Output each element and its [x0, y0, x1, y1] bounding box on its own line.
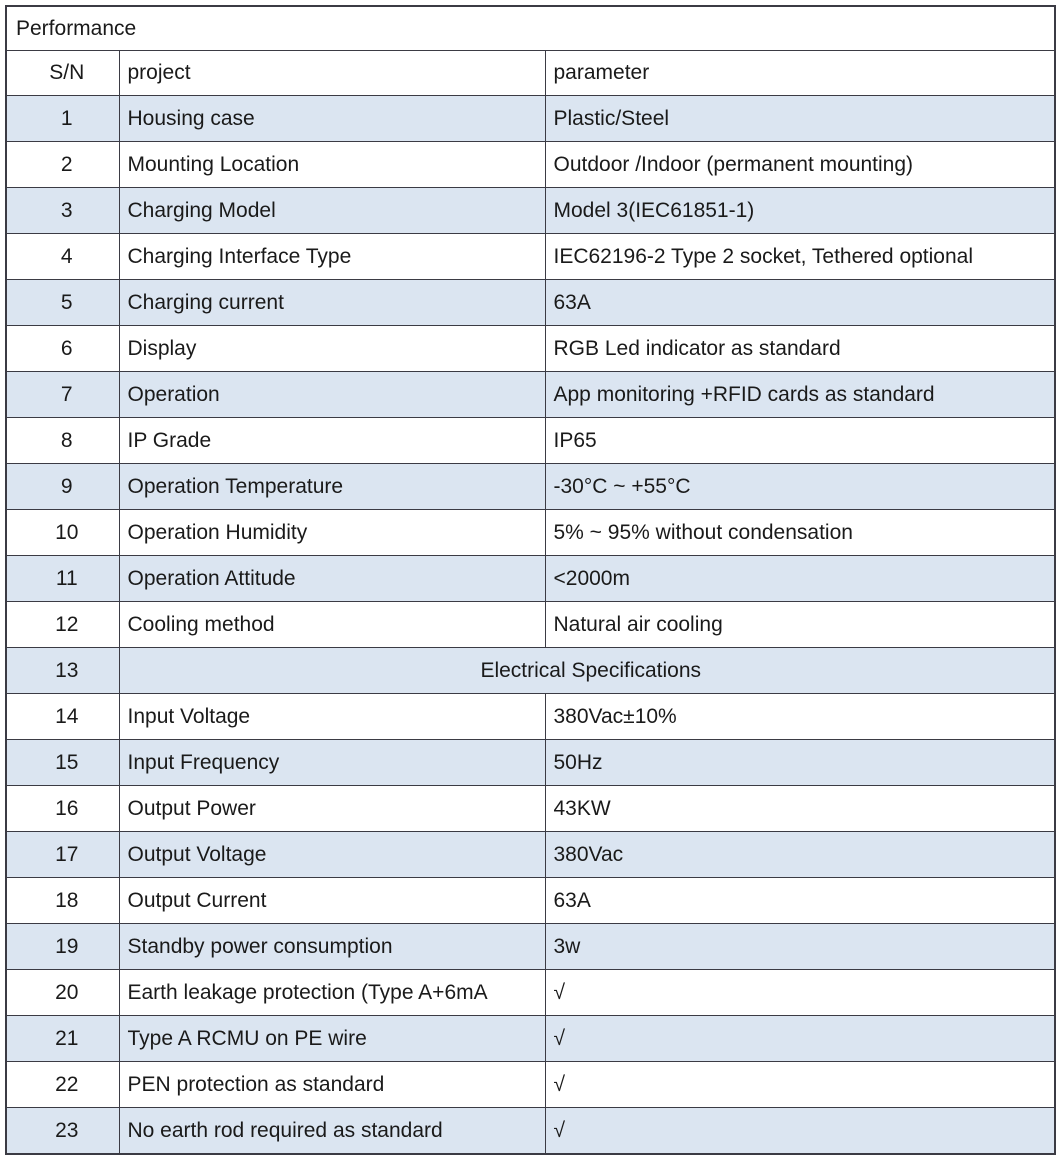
table-row [6, 1108, 1055, 1155]
cell-sn: 10 [6, 510, 119, 556]
cell-sn: 8 [6, 418, 119, 464]
cell-project: Operation [119, 372, 545, 418]
cell-sn: 16 [6, 786, 119, 832]
table-row [6, 280, 1055, 326]
cell-parameter: 63A [545, 280, 1055, 326]
table-row [6, 740, 1055, 786]
cell-parameter: App monitoring +RFID cards as standard [545, 372, 1055, 418]
table-row [6, 832, 1055, 878]
table-row [6, 694, 1055, 740]
cell-sn: 9 [6, 464, 119, 510]
cell-project: Operation Temperature [119, 464, 545, 510]
table-row [6, 602, 1055, 648]
cell-project: Cooling method [119, 602, 545, 648]
performance-specification-table [5, 5, 1056, 1155]
cell-project: PEN protection as standard [119, 1062, 545, 1108]
cell-parameter: IEC62196-2 Type 2 socket, Tethered optional [545, 234, 1055, 280]
cell-project: Operation Attitude [119, 556, 545, 602]
cell-sn: 17 [6, 832, 119, 878]
cell-project: Operation Humidity [119, 510, 545, 556]
cell-project: Output Current [119, 878, 545, 924]
cell-project: Output Power [119, 786, 545, 832]
cell-parameter: 50Hz [545, 740, 1055, 786]
table-row [6, 142, 1055, 188]
cell-parameter: √ [545, 1108, 1055, 1155]
cell-parameter: √ [545, 970, 1055, 1016]
table-row [6, 234, 1055, 280]
cell-parameter: 3w [545, 924, 1055, 970]
cell-sn: 19 [6, 924, 119, 970]
table-row [6, 924, 1055, 970]
cell-sn: 5 [6, 280, 119, 326]
table-title: Performance [6, 6, 1055, 51]
table-row [6, 786, 1055, 832]
cell-parameter: 380Vac±10% [545, 694, 1055, 740]
cell-sn: 6 [6, 326, 119, 372]
specification-table-container [5, 5, 1054, 1155]
cell-section-heading: Electrical Specifications [119, 648, 1055, 694]
cell-project: Display [119, 326, 545, 372]
cell-sn: 1 [6, 96, 119, 142]
cell-sn: 7 [6, 372, 119, 418]
cell-parameter: 5% ~ 95% without condensation [545, 510, 1055, 556]
column-header-project: project [119, 51, 545, 96]
cell-project: Output Voltage [119, 832, 545, 878]
cell-project: Input Voltage [119, 694, 545, 740]
table-row [6, 648, 1055, 694]
table-row [6, 464, 1055, 510]
cell-sn: 23 [6, 1108, 119, 1155]
table-row [6, 418, 1055, 464]
cell-parameter: RGB Led indicator as standard [545, 326, 1055, 372]
cell-parameter: 63A [545, 878, 1055, 924]
cell-parameter: Natural air cooling [545, 602, 1055, 648]
cell-project: Type A RCMU on PE wire [119, 1016, 545, 1062]
cell-project: Housing case [119, 96, 545, 142]
cell-parameter: <2000m [545, 556, 1055, 602]
table-row [6, 556, 1055, 602]
cell-sn: 18 [6, 878, 119, 924]
cell-project: Charging current [119, 280, 545, 326]
cell-sn: 12 [6, 602, 119, 648]
table-row [6, 878, 1055, 924]
table-title-row [6, 6, 1055, 51]
cell-parameter: Model 3(IEC61851-1) [545, 188, 1055, 234]
cell-parameter: -30°C ~ +55°C [545, 464, 1055, 510]
table-row [6, 372, 1055, 418]
cell-project: Charging Model [119, 188, 545, 234]
cell-project: Standby power consumption [119, 924, 545, 970]
table-row [6, 970, 1055, 1016]
table-body [6, 6, 1055, 1154]
cell-parameter: 380Vac [545, 832, 1055, 878]
cell-project: IP Grade [119, 418, 545, 464]
table-row [6, 1062, 1055, 1108]
cell-parameter: IP65 [545, 418, 1055, 464]
table-row [6, 1016, 1055, 1062]
cell-project: Earth leakage protection (Type A+6mA [119, 970, 545, 1016]
cell-parameter: 43KW [545, 786, 1055, 832]
cell-project: Charging Interface Type [119, 234, 545, 280]
cell-sn: 20 [6, 970, 119, 1016]
cell-sn: 13 [6, 648, 119, 694]
table-row [6, 188, 1055, 234]
table-header-row [6, 51, 1055, 96]
cell-sn: 22 [6, 1062, 119, 1108]
cell-sn: 14 [6, 694, 119, 740]
cell-sn: 11 [6, 556, 119, 602]
cell-parameter: √ [545, 1016, 1055, 1062]
column-header-sn: S/N [6, 51, 119, 96]
cell-project: Mounting Location [119, 142, 545, 188]
cell-parameter: Plastic/Steel [545, 96, 1055, 142]
cell-project: No earth rod required as standard [119, 1108, 545, 1155]
cell-sn: 15 [6, 740, 119, 786]
cell-parameter: √ [545, 1062, 1055, 1108]
cell-sn: 21 [6, 1016, 119, 1062]
cell-sn: 3 [6, 188, 119, 234]
cell-sn: 4 [6, 234, 119, 280]
cell-sn: 2 [6, 142, 119, 188]
table-row [6, 510, 1055, 556]
cell-project: Input Frequency [119, 740, 545, 786]
cell-parameter: Outdoor /Indoor (permanent mounting) [545, 142, 1055, 188]
column-header-parameter: parameter [545, 51, 1055, 96]
table-row [6, 96, 1055, 142]
table-row [6, 326, 1055, 372]
